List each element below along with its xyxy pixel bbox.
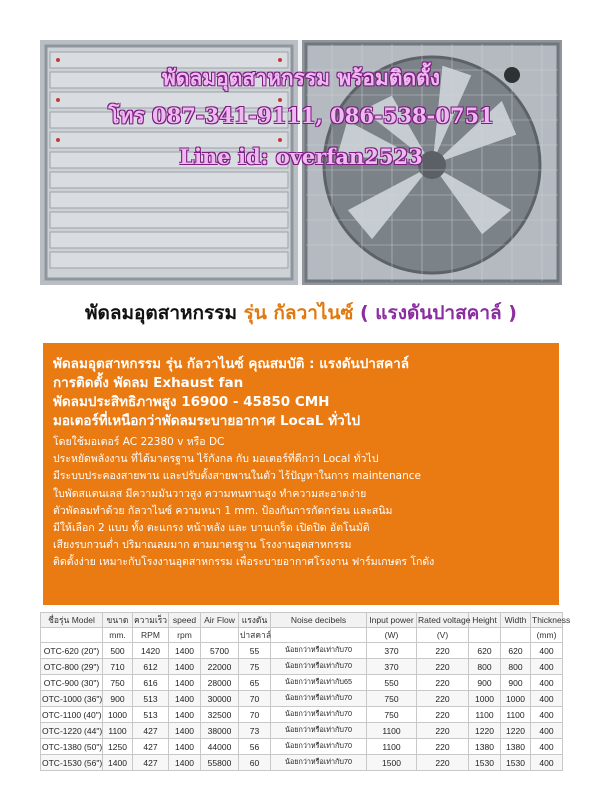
table-cell: 65 (239, 675, 271, 691)
table-cell: OTC-900 (30") (41, 675, 103, 691)
table-cell: 1100 (103, 723, 133, 739)
table-cell: 56 (239, 739, 271, 755)
table-cell: 400 (531, 675, 563, 691)
table-cell: 1400 (169, 755, 201, 771)
col-subheader (201, 628, 239, 643)
table-cell: น้อยกว่าหรือเท่ากับ70 (271, 723, 367, 739)
table-cell: 220 (417, 739, 469, 755)
table-cell: 900 (103, 691, 133, 707)
feature-line: ติดตั้งง่าย เหมาะกับโรงงานอุตสาหกรรม เพื่อระบายอากาศโรงงาน ฟาร์มเกษตร โกดัง (53, 556, 435, 569)
col-subheader: mm. (103, 628, 133, 643)
col-subheader (41, 628, 103, 643)
table-cell: 55800 (201, 755, 239, 771)
table-cell: 73 (239, 723, 271, 739)
col-subheader: (mm) (531, 628, 563, 643)
table-row (41, 675, 563, 691)
feature-line: ประหยัดพลังงาน ที่ได้มาตรฐาน ไร้กังกล กับ มอเตอร์ที่ดีกว่า Local ทั่วไป (53, 453, 379, 466)
table-cell: 400 (531, 755, 563, 771)
col-header: Thickness (531, 613, 563, 628)
table-row (41, 739, 563, 755)
table-cell: OTC-1220 (44") (41, 723, 103, 739)
table-row (41, 755, 563, 771)
col-header: Width (501, 613, 531, 628)
table-cell: 1000 (501, 691, 531, 707)
table-cell: 1000 (469, 691, 501, 707)
table-cell: 400 (531, 723, 563, 739)
table-cell: 5700 (201, 643, 239, 659)
table-cell: น้อยกว่าหรือเท่ากับ70 (271, 739, 367, 755)
table-cell: 60 (239, 755, 271, 771)
table-cell: 220 (417, 691, 469, 707)
table-cell: 32500 (201, 707, 239, 723)
feature-line: มีระบบประคองสายพาน และปรับตั้งสายพานในตัว ไร้ปัญหาในการ maintenance (53, 470, 421, 483)
table-cell: 616 (133, 675, 169, 691)
table-cell: 220 (417, 643, 469, 659)
table-cell: 500 (103, 643, 133, 659)
table-cell: 38000 (201, 723, 239, 739)
table-cell: 400 (531, 659, 563, 675)
table-cell: 1100 (367, 739, 417, 755)
feature-headline: พัดลมอุตสาหกรรม รุ่น กัลวาไนซ์ คุณสมบัติ : แรงดันปาสคาล์ (53, 356, 410, 372)
table-cell: 1400 (169, 723, 201, 739)
col-header: Air Flow (201, 613, 239, 628)
table-cell: 1530 (469, 755, 501, 771)
table-cell: น้อยกว่าหรือเท่ากับ70 (271, 707, 367, 723)
table-cell: 400 (531, 739, 563, 755)
table-cell: 1250 (103, 739, 133, 755)
table-cell: 550 (367, 675, 417, 691)
table-cell: 400 (531, 643, 563, 659)
table-cell: 900 (469, 675, 501, 691)
table-cell: 1220 (469, 723, 501, 739)
banner-phone: โทร 087-341-9111, 086-538-0751 (108, 103, 494, 128)
col-subheader: ปาสคาล์ (239, 628, 271, 643)
table-cell: 750 (103, 675, 133, 691)
table-cell: 1100 (501, 707, 531, 723)
table-cell: 220 (417, 659, 469, 675)
feature-headline: การติดตั้ง พัดลม Exhaust fan (53, 375, 244, 391)
table-cell: 400 (531, 707, 563, 723)
col-header: Input power (367, 613, 417, 628)
table-cell: 1420 (133, 643, 169, 659)
table-cell: 1400 (169, 691, 201, 707)
col-subheader: RPM (133, 628, 169, 643)
col-subheader (469, 628, 501, 643)
table-cell: 710 (103, 659, 133, 675)
table-cell: 1500 (367, 755, 417, 771)
table-cell: 1400 (169, 739, 201, 755)
table-cell: น้อยกว่าหรือเท่ากับ70 (271, 659, 367, 675)
table-cell: 612 (133, 659, 169, 675)
table-cell: OTC-800 (29") (41, 659, 103, 675)
feature-headline: พัดลมประสิทธิภาพสูง 16900 - 45850 CMH (53, 394, 330, 410)
table-cell: 370 (367, 659, 417, 675)
col-subheader (501, 628, 531, 643)
table-cell: 22000 (201, 659, 239, 675)
table-cell: 1220 (501, 723, 531, 739)
table-cell: 620 (501, 643, 531, 659)
col-header: แรงดัน (239, 613, 271, 628)
table-cell: 220 (417, 755, 469, 771)
table-row (41, 707, 563, 723)
table-cell: 513 (133, 707, 169, 723)
table-subheader-row (41, 628, 563, 643)
heading-pressure: ( แรงดันปาสคาล์ ) (359, 302, 517, 324)
table-cell: 220 (417, 707, 469, 723)
table-cell: 220 (417, 675, 469, 691)
col-subheader (271, 628, 367, 643)
table-cell: 1400 (169, 659, 201, 675)
col-header: Noise decibels (271, 613, 367, 628)
feature-line: เสียงรบกวนต่ำ ปริมาณลมมาก ตามมาตรฐาน โรงงานอุตสาหกรรม (53, 539, 352, 552)
col-header: Height (469, 613, 501, 628)
table-cell: 1530 (501, 755, 531, 771)
table-cell: 620 (469, 643, 501, 659)
product-sheet (40, 40, 571, 768)
banner-overlay (40, 40, 562, 285)
table-cell: 1400 (169, 675, 201, 691)
col-subheader: (W) (367, 628, 417, 643)
feature-line: ใบพัดสแตนเลส มีความมันวาวสูง ความทนทานสูง ทำความสะอาดง่าย (53, 487, 367, 500)
table-row (41, 659, 563, 675)
table-cell: น้อยกว่าหรือเท่ากับ65 (271, 675, 367, 691)
table-cell: 1380 (501, 739, 531, 755)
table-cell: OTC-620 (20") (41, 643, 103, 659)
table-cell: 70 (239, 707, 271, 723)
table-cell: OTC-1100 (40") (41, 707, 103, 723)
page-heading (40, 298, 562, 328)
banner-title: พัดลมอุตสาหกรรม พร้อมติดตั้ง (161, 65, 441, 90)
table-cell: 1400 (169, 707, 201, 723)
feature-line: มีให้เลือก 2 แบบ ทั้ง ตะแกรง หน้าหลัง และ บานเกร็ด เปิดปิด อัตโนมัติ (53, 522, 370, 535)
table-header-row (41, 613, 563, 628)
feature-headline: มอเตอร์ที่เหนือกว่าพัดลมระบายอากาศ LocaL ทั่วไป (53, 413, 361, 429)
table-cell: OTC-1000 (36") (41, 691, 103, 707)
table-cell: 400 (531, 691, 563, 707)
table-cell: OTC-1380 (50") (41, 739, 103, 755)
table-cell: 30000 (201, 691, 239, 707)
table-cell: 28000 (201, 675, 239, 691)
col-header: ชื่อรุ่น Model (41, 613, 103, 628)
table-cell: 44000 (201, 739, 239, 755)
table-cell: 1100 (367, 723, 417, 739)
table-cell: 1400 (103, 755, 133, 771)
table-cell: 55 (239, 643, 271, 659)
table-cell: 1380 (469, 739, 501, 755)
table-cell: 427 (133, 739, 169, 755)
table-cell: 427 (133, 723, 169, 739)
col-header: speed (169, 613, 201, 628)
table-cell: น้อยกว่าหรือเท่ากับ70 (271, 691, 367, 707)
table-cell: 800 (501, 659, 531, 675)
feature-line: โดยใช้มอเตอร์ AC 22380 v หรือ DC (53, 436, 225, 448)
heading-model: รุ่น กัลวาไนซ์ (243, 302, 354, 324)
table-cell: 750 (367, 707, 417, 723)
table-cell: น้อยกว่าหรือเท่ากับ70 (271, 755, 367, 771)
heading-product: พัดลมอุตสาหกรรม (84, 302, 237, 324)
table-cell: 750 (367, 691, 417, 707)
table-row (41, 691, 563, 707)
table-cell: 1100 (469, 707, 501, 723)
table-cell: OTC-1530 (56") (41, 755, 103, 771)
feature-line: ตัวพัดลมทำด้วย กัลวาไนซ์ ความหนา 1 mm. ป้องกันการกัดกร่อน และสนิม (53, 504, 393, 517)
table-cell: 370 (367, 643, 417, 659)
table-cell: 427 (133, 755, 169, 771)
col-header: ความเร็ว (133, 613, 169, 628)
table-cell: 220 (417, 723, 469, 739)
col-subheader: rpm (169, 628, 201, 643)
table-cell: 1000 (103, 707, 133, 723)
col-header: ขนาด (103, 613, 133, 628)
table-cell: น้อยกว่าหรือเท่ากับ70 (271, 643, 367, 659)
table-row (41, 643, 563, 659)
table-cell: 1400 (169, 643, 201, 659)
spec-table (40, 612, 571, 771)
col-header: Rated voltage (417, 613, 469, 628)
banner-line-id: Line id: overfan2523 (179, 144, 423, 169)
table-row (41, 723, 563, 739)
col-subheader: (V) (417, 628, 469, 643)
feature-box (40, 340, 562, 608)
table-cell: 513 (133, 691, 169, 707)
table-cell: 70 (239, 691, 271, 707)
table-cell: 900 (501, 675, 531, 691)
product-photos (40, 40, 562, 285)
table-cell: 800 (469, 659, 501, 675)
table-cell: 75 (239, 659, 271, 675)
